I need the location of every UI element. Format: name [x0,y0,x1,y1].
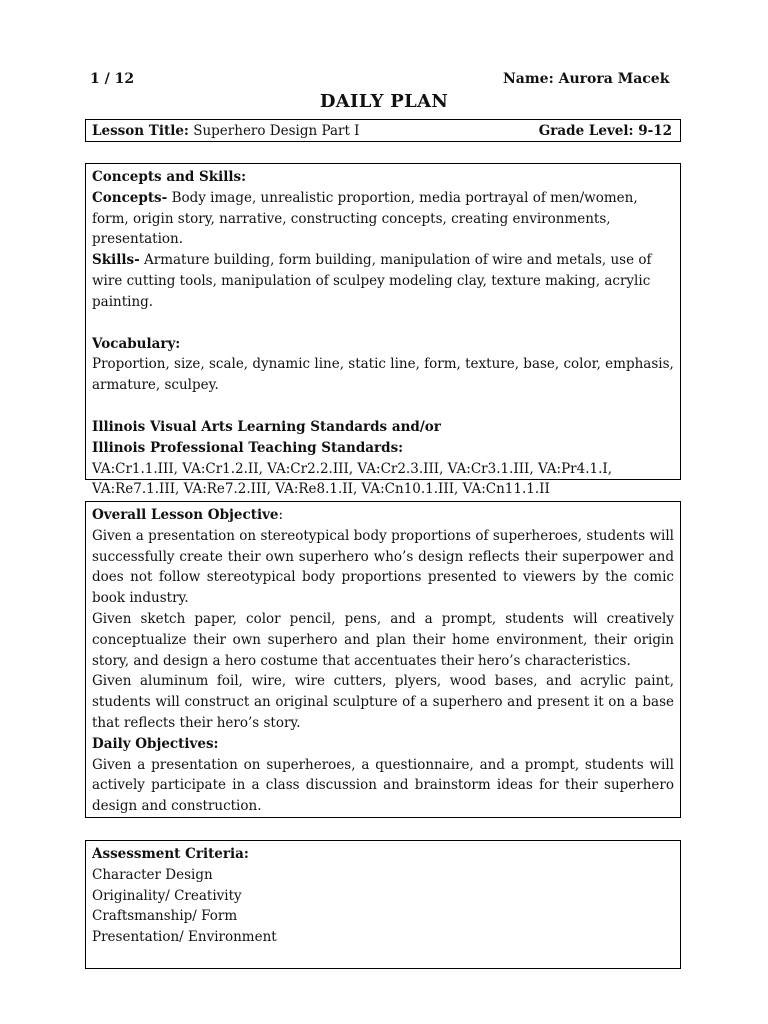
lesson-title-label: Lesson Title: [92,123,189,139]
assessment-heading: Assessment Criteria: [92,846,249,862]
standards-heading-1: Illinois Visual Arts Learning Standards and/or [92,418,441,435]
page-number: 1 / 12 [90,71,135,87]
lesson-title-value: Superhero Design Part I [193,123,360,139]
concepts-text: Body image, unrealistic proportion, media portrayal of men/women, form, origin story, narrative, constructing concepts, creating environments, presentation. [92,189,638,248]
grade-label: Grade Level: [538,123,634,139]
concepts-skills-heading: Concepts and Skills: [92,169,247,185]
daily-objectives-heading: Daily Objectives: [92,735,219,752]
concepts-paragraph [92,188,674,250]
concepts-label: Concepts- [92,189,168,206]
grade-level [539,121,672,142]
assessment-item: Character Design [92,866,213,883]
lesson-title [92,121,360,142]
daily-objectives-text: Given a presentation on superheroes, a questionnaire, and a prompt, students will actively participate in a class discussion and brainstorm ideas for their superhero design and construction. [92,756,674,815]
concepts-skills-box [85,163,681,498]
assessment-item: Originality/ Creativity [92,887,242,904]
page-title: DAILY PLAN [319,91,449,112]
skills-label: Skills- [92,252,140,269]
objective-3: Given aluminum foil, wire, wire cutters, plyers, wood bases, and acrylic paint, students will construct an original sculpture of a superhero and present it on a base that reflects their hero’s story. [92,673,674,731]
objectives-box [85,501,681,818]
assessment-item: Craftsmanship/ Form [92,908,238,925]
skills-paragraph [92,250,674,312]
grade-value: 9-12 [638,123,672,139]
name-label: Name: [503,71,554,87]
name-value: Aurora Macek [558,71,670,87]
objective-1: Given a presentation on stereotypical body proportions of superheroes, students will successfully create their own superhero who’s design reflects their superpower and does not follow stereotypical body proportions presented to viewers by the comic book industry. [92,527,674,607]
objective-2: Given sketch paper, color pencil, pens, and a prompt, students will creatively conceptualize their own superhero and plan their home environment, their origin story, and design a hero costume that accentuates their hero’s characteristics. [92,610,674,669]
overall-objective-colon: : [278,507,284,523]
student-name [503,71,669,87]
overall-objective-label: Overall Lesson Objective [92,507,279,523]
standards-heading-2: Illinois Professional Teaching Standards: [92,439,404,456]
vocabulary-text: Proportion, size, scale, dynamic line, static line, form, texture, base, color, emphasis, armature, sculpey. [92,356,674,394]
standards-text: VA:Cr1.1.III, VA:Cr1.2.II, VA:Cr2.2.III, VA:Cr2.3.III, VA:Cr3.1.III, VA:Pr4.1.I, VA:Re7.1.III, VA:Re7.2.III, VA:Re8.1.II, VA:Cn10.1.III, VA:Cn11.1.II [92,460,612,498]
assessment-item: Presentation/ Environment [92,929,277,946]
skills-text: Armature building, form building, manipulation of wire and metals, use of wire cutting tools, manipulation of sculpey modeling clay, texture making, acrylic painting. [92,252,652,310]
vocabulary-heading: Vocabulary: [92,335,181,352]
overall-objective-heading [92,505,674,526]
lesson-title-box [85,119,681,142]
assessment-box [85,840,681,969]
